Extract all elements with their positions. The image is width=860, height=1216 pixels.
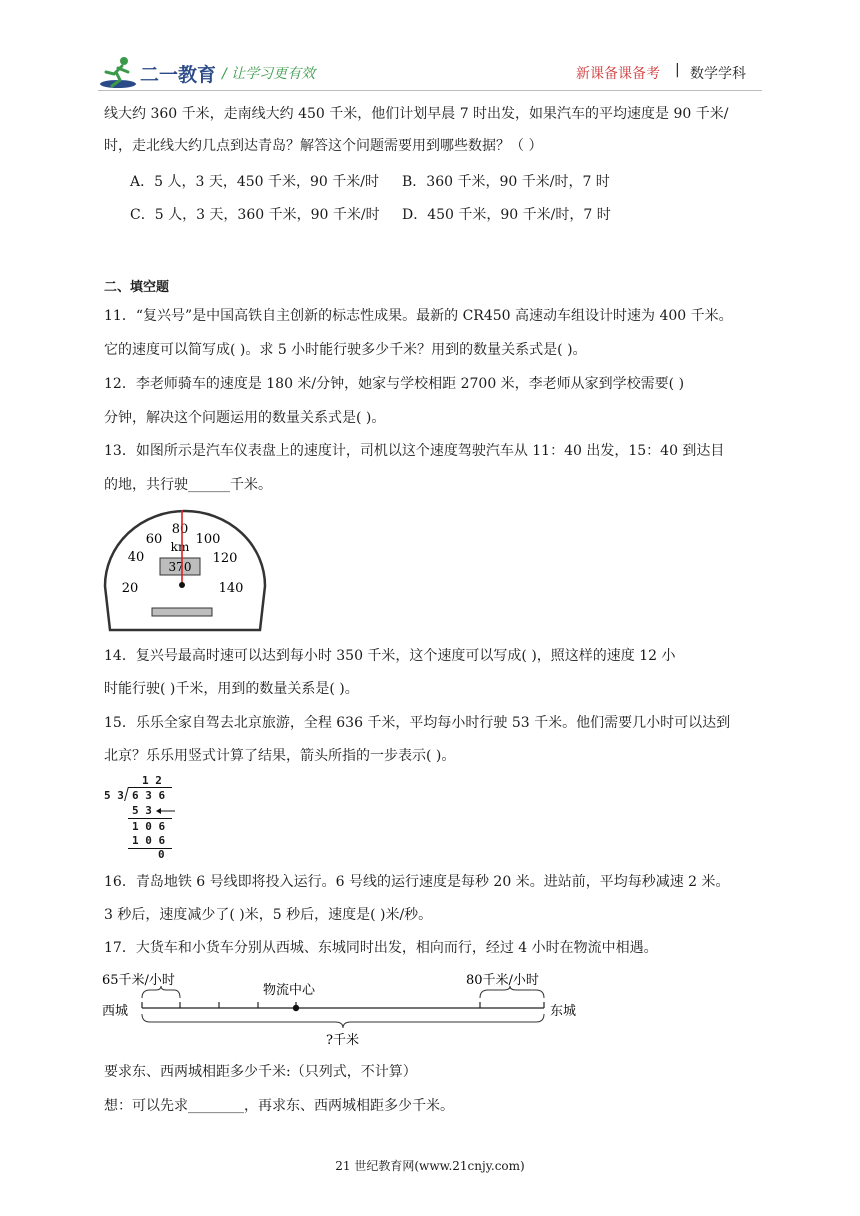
division-bar (128, 787, 172, 788)
q15-line2: 北京？乐乐用竖式计算了结果，箭头所指的一步表示( )。 (104, 748, 456, 764)
section-title: 二、填空题 (104, 280, 170, 295)
division-bracket (124, 787, 129, 801)
total-distance-label: ?千米 (326, 1033, 359, 1048)
logistics-center-label: 物流中心 (263, 983, 316, 998)
division-step2: 1 0 6 (132, 820, 166, 833)
q12-line2: 分钟，解决这个问题运用的数量关系式是( )。 (104, 410, 386, 426)
q14-line2: 时能行驶( )千米，用到的数量关系是( )。 (104, 681, 359, 697)
long-division (100, 774, 180, 860)
q10-option-a[interactable]: A．5 人，3 天，450 千米，90 千米/时 (130, 174, 379, 190)
meeting-point (293, 1005, 299, 1011)
q10-line2: 时，走北线大约几点到达青岛？解答这个问题需要用到哪些数据？（ ） (104, 138, 543, 154)
subject-label: 数学学科 (690, 66, 746, 82)
runner-logo-icon (98, 54, 138, 90)
q10-line1: 线大约 360 千米，走南线大约 450 千米，他们计划早晨 7 时出发，如果汽车的平均速度是 90 千米/ (104, 106, 729, 122)
q11-line2: 它的速度可以简写成( )。求 5 小时能行驶多少千米？用到的数量关系式是( )。 (104, 342, 587, 358)
speedometer-tick-label: 80 (171, 522, 189, 537)
logo-text: 二一教育 (140, 64, 217, 86)
q13-line2: 的地，共行驶______千米。 (104, 477, 272, 493)
speedometer-tick-label: 20 (121, 581, 139, 596)
q15-line1: 15．乐乐全家自驾去北京旅游，全程 636 千米，平均每小时行驶 53 千米。他们需要几小时可以达到 (104, 715, 731, 731)
q10-option-b[interactable]: B．360 千米，90 千米/时，7 时 (402, 174, 610, 190)
total-distance-brace (142, 1014, 544, 1028)
speedometer-diagram (100, 508, 270, 634)
course-label: 新课备课备考 (576, 66, 660, 82)
route-ticks (142, 1002, 544, 1008)
q17-line3: 想：可以先求________，再求东、西两城相距多少千米。 (104, 1098, 454, 1114)
division-step3: 1 0 6 (132, 834, 166, 847)
arrow-left-icon (155, 806, 177, 816)
page-footer: 21 世纪教育网(www.21cnjy.com) (335, 1159, 525, 1173)
q13-line1: 13．如图所示是汽车仪表盘上的速度计，司机以这个速度驾驶汽车从 11：40 出发，15：40 到达目 (104, 443, 725, 459)
odometer-value: 370 (168, 560, 192, 574)
division-step1: 5 3 (132, 804, 152, 817)
distance-diagram (100, 964, 590, 1050)
division-remainder: 0 (158, 848, 165, 861)
speedometer-tick-label: 120 (212, 551, 238, 566)
division-quotient: 1 2 (142, 774, 162, 787)
q17-line1: 17．大货车和小货车分别从西城、东城同时出发，相向而行，经过 4 小时在物流中相遇。 (104, 940, 658, 956)
speedometer-tick-label: 140 (218, 581, 244, 596)
right-speed-label: 80千米/小时 (466, 973, 539, 988)
q16-line2: 3 秒后，速度减少了( )米，5 秒后，速度是( )米/秒。 (104, 907, 433, 923)
speedometer-bar (152, 608, 212, 616)
speedometer-tick-label: 100 (195, 532, 221, 547)
page-header (0, 0, 860, 100)
speedometer-tick-label: 40 (127, 550, 145, 565)
east-city-label: 东城 (550, 1004, 577, 1019)
speedometer-tick-label: 60 (145, 532, 163, 547)
left-speed-label: 65千米/小时 (102, 973, 175, 988)
speedometer-unit: km (170, 540, 190, 554)
q12-line1: 12．李老师骑车的速度是 180 米/分钟，她家与学校相距 2700 米，李老师从家到学校需要( ) (104, 376, 685, 392)
division-line2 (128, 848, 172, 849)
q11-line1: 11．“复兴号”是中国高铁自主创新的标志性成果。最新的 CR450 高速动车组设计时速为 400 千米。 (104, 308, 733, 324)
division-dividend: 6 3 6 (132, 789, 166, 802)
division-divisor: 5 3 (104, 789, 124, 802)
slogan: / 让学习更有效 (222, 66, 316, 82)
header-separator: | (675, 62, 680, 78)
q10-option-c[interactable]: C．5 人，3 天，360 千米，90 千米/时 (130, 207, 380, 223)
q10-option-d[interactable]: D．450 千米，90 千米/时，7 时 (402, 207, 611, 223)
header-divider (98, 90, 762, 91)
division-line1 (128, 818, 172, 819)
q17-line2: 要求东、西两城相距多少千米:（只列式，不计算） (104, 1064, 417, 1080)
q16-line1: 16．青岛地铁 6 号线即将投入运行。6 号线的运行速度是每秒 20 米。进站前，平均每秒减速 2 米。 (104, 874, 730, 890)
q14-line1: 14．复兴号最高时速可以达到每小时 350 千米，这个速度可以写成( )，照这样的速度 12 小 (104, 648, 676, 664)
west-city-label: 西城 (102, 1004, 129, 1019)
needle-pivot (179, 582, 185, 588)
